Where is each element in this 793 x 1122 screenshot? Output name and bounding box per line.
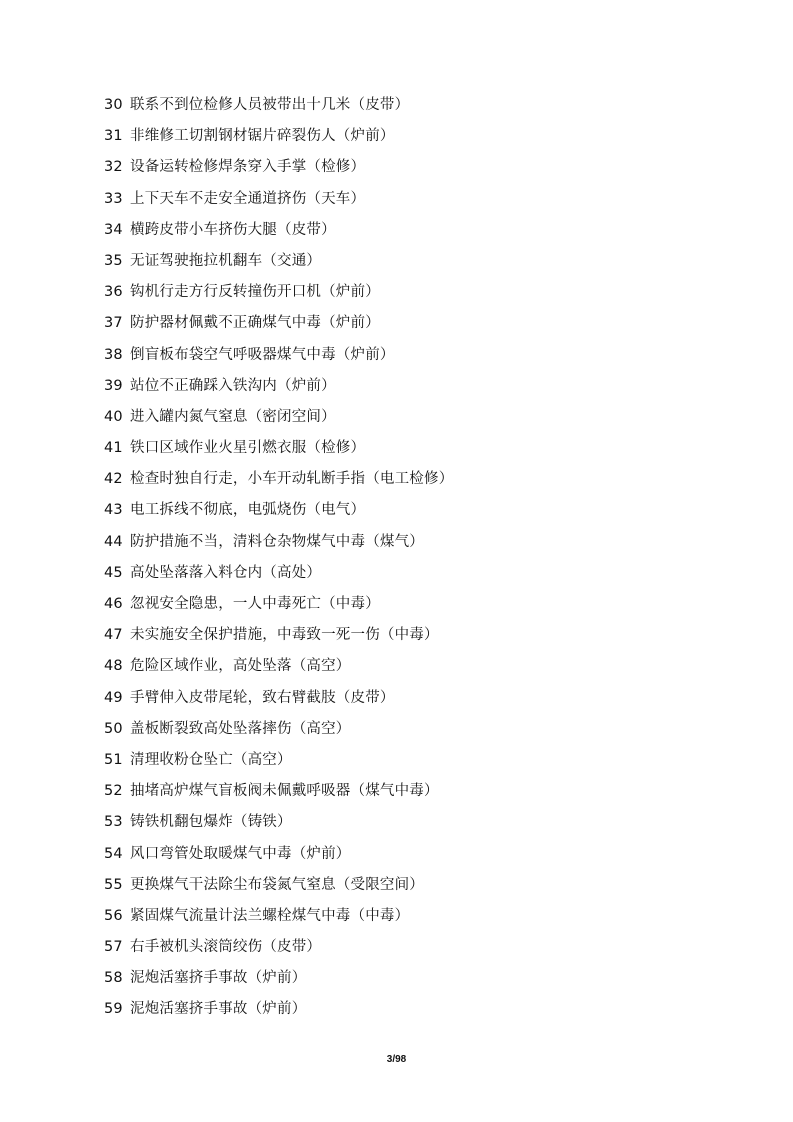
- list-item: [104, 842, 453, 873]
- list-item: [104, 686, 453, 717]
- item-number: 40: [104, 408, 123, 425]
- item-text: 进入罐内氮气窒息（密闭空间）: [130, 408, 336, 425]
- list-item: [104, 592, 453, 623]
- list-item: [104, 93, 453, 124]
- list-item: [104, 311, 453, 342]
- item-text: 倒盲板布袋空气呼吸器煤气中毒（炉前）: [130, 346, 395, 363]
- item-text: 风口弯管处取暖煤气中毒（炉前）: [130, 845, 351, 862]
- list-item: [104, 249, 453, 280]
- item-number: 45: [104, 564, 123, 581]
- item-number: 47: [104, 627, 123, 644]
- list-item: [104, 748, 453, 779]
- list-item: [104, 623, 453, 654]
- item-text: 盖板断裂致高处坠落摔伤（高空）: [130, 720, 351, 737]
- list-item: [104, 966, 453, 997]
- item-number: 41: [104, 440, 123, 457]
- item-number: 38: [104, 346, 123, 363]
- item-text: 设备运转检修焊条穿入手掌（检修）: [130, 159, 366, 176]
- item-number: 30: [104, 97, 123, 113]
- list-item: [104, 904, 453, 935]
- item-text: 电工拆线不彻底，电弧烧伤（电气）: [130, 502, 366, 519]
- item-text: 无证驾驶拖拉机翻车（交通）: [130, 252, 322, 269]
- list-item: [104, 374, 453, 405]
- item-text: 铸铁机翻包爆炸（铸铁）: [130, 814, 292, 831]
- item-text: 泥炮活塞挤手事故（炉前）: [130, 970, 307, 987]
- item-text: 泥炮活塞挤手事故（炉前）: [130, 1001, 307, 1018]
- item-number: 43: [104, 502, 123, 519]
- item-text: 高处坠落落入料仓内（高处）: [130, 564, 322, 581]
- page-number: 3/98: [386, 1054, 407, 1065]
- item-number: 32: [104, 159, 123, 176]
- item-text: 忽视安全隐患，一人中毒死亡（中毒）: [130, 596, 380, 612]
- list-item: [104, 654, 453, 685]
- item-text: 站位不正确踩入铁沟内（炉前）: [130, 377, 336, 394]
- item-text: 危险区域作业，高处坠落（高空）: [130, 658, 351, 675]
- list-item: [104, 530, 453, 561]
- item-text: 防护器材佩戴不正确煤气中毒（炉前）: [130, 315, 380, 332]
- list-item: [104, 498, 453, 529]
- list-item: [104, 343, 453, 374]
- item-number: 54: [104, 845, 123, 862]
- list-item: [104, 717, 453, 748]
- item-number: 49: [104, 689, 123, 706]
- item-number: 37: [104, 315, 123, 332]
- list-item: [104, 218, 453, 249]
- item-text: 钩机行走方行反转撞伤开口机（炉前）: [130, 284, 380, 301]
- item-number: 48: [104, 658, 123, 675]
- item-number: 52: [104, 783, 123, 800]
- item-number: 57: [104, 939, 123, 956]
- list-item: [104, 187, 453, 218]
- list-item: [104, 436, 453, 467]
- item-number: 58: [104, 970, 123, 987]
- item-text: 防护措施不当，清料仓杂物煤气中毒（煤气）: [130, 533, 424, 550]
- item-number: 50: [104, 720, 123, 737]
- list-item: [104, 280, 453, 311]
- item-number: 46: [104, 596, 123, 612]
- list-item: [104, 779, 453, 810]
- item-text: 右手被机头滚筒绞伤（皮带）: [130, 939, 322, 956]
- list-item: [104, 873, 453, 904]
- item-text: 更换煤气干法除尘布袋氮气窒息（受限空间）: [130, 876, 424, 893]
- list-item: [104, 467, 453, 498]
- item-number: 56: [104, 907, 123, 924]
- item-text: 上下天车不走安全通道挤伤（天车）: [130, 190, 366, 207]
- item-text: 联系不到位检修人员被带出十几米（皮带）: [130, 97, 410, 113]
- item-number: 53: [104, 814, 123, 831]
- item-number: 39: [104, 377, 123, 394]
- item-text: 检查时独自行走，小车开动轧断手指（电工检修）: [130, 471, 454, 488]
- item-text: 抽堵高炉煤气盲板阀未佩戴呼吸器（煤气中毒）: [130, 783, 439, 800]
- item-text: 非维修工切割钢材锯片碎裂伤人（炉前）: [130, 128, 395, 145]
- item-number: 33: [104, 190, 123, 207]
- item-number: 59: [104, 1001, 123, 1018]
- list-item: [104, 405, 453, 436]
- item-number: 42: [104, 471, 123, 488]
- list-item: [104, 997, 453, 1028]
- item-number: 44: [104, 533, 123, 550]
- item-text: 铁口区域作业火星引燃衣服（检修）: [130, 440, 366, 457]
- list-item: [104, 124, 453, 155]
- list-item: [104, 561, 453, 592]
- item-text: 清理收粉仓坠亡（高空）: [130, 751, 292, 768]
- item-number: 51: [104, 751, 123, 768]
- item-text: 横跨皮带小车挤伤大腿（皮带）: [130, 221, 336, 238]
- item-text: 紧固煤气流量计法兰螺栓煤气中毒（中毒）: [130, 907, 410, 924]
- accident-case-list: [104, 93, 453, 1029]
- list-item: [104, 810, 453, 841]
- item-text: 手臂伸入皮带尾轮，致右臂截肢（皮带）: [130, 689, 395, 706]
- item-text: 未实施安全保护措施，中毒致一死一伤（中毒）: [130, 627, 439, 644]
- item-number: 31: [104, 128, 123, 145]
- item-number: 35: [104, 252, 123, 269]
- item-number: 55: [104, 876, 123, 893]
- item-number: 36: [104, 284, 123, 301]
- item-number: 34: [104, 221, 123, 238]
- list-item: [104, 935, 453, 966]
- list-item: [104, 155, 453, 186]
